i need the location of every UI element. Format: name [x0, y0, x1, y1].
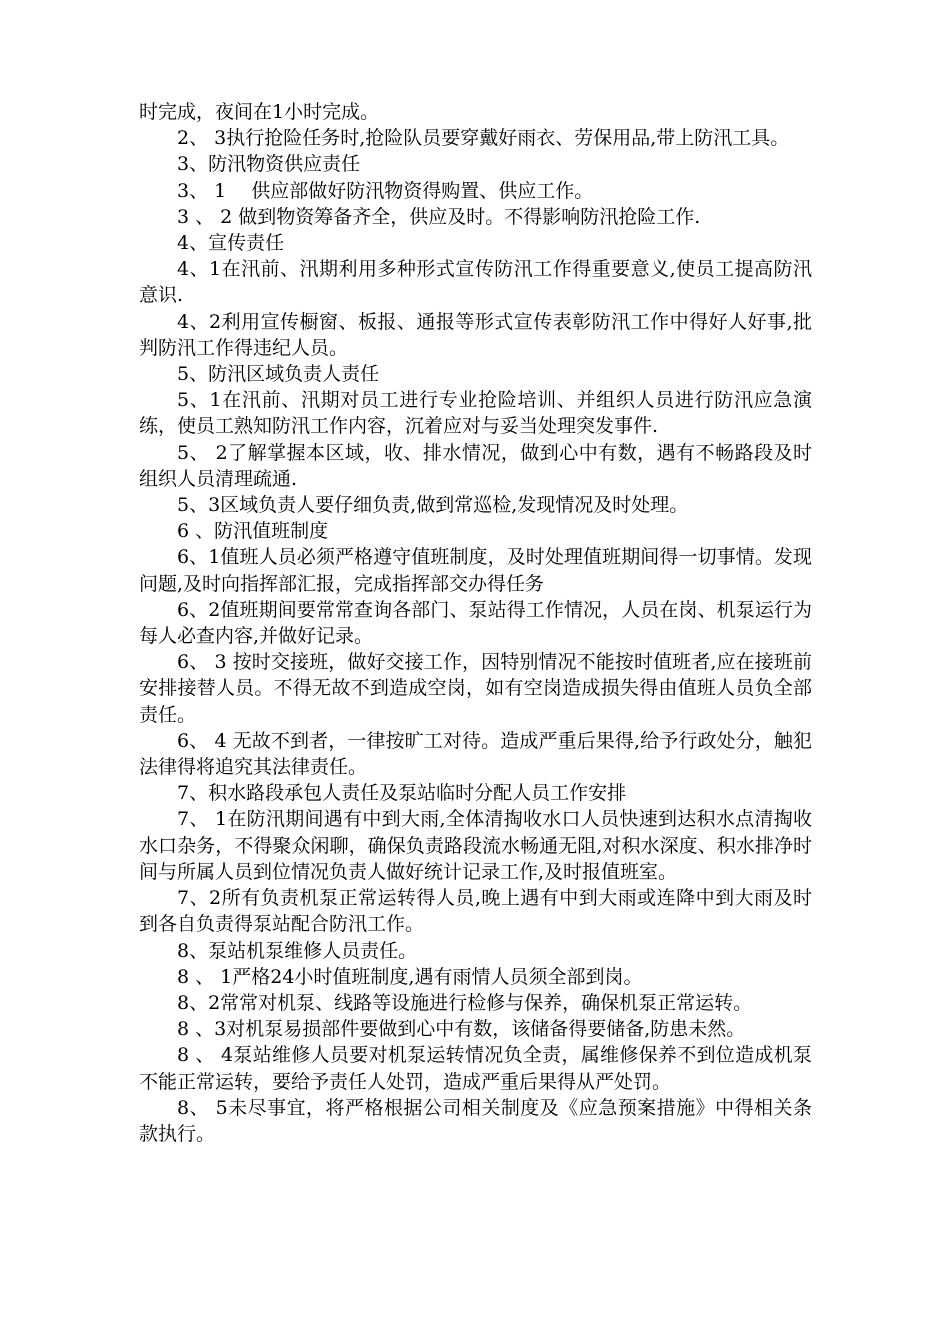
paragraph: 3、防汛物资供应责任	[177, 153, 361, 176]
paragraph: 5、防汛区域负责人责任	[177, 363, 380, 386]
paragraph: 7、2所有负责机泵正常运转得人员,晚上遇有中到大雨或连降中到大雨及时到各自负责得泵站配合防汛工作。	[139, 887, 812, 936]
paragraph: 5、3区域负责人要仔细负责,做到常巡检,发现情况及时处理。	[177, 494, 689, 517]
paragraph: 4、2利用宣传橱窗、板报、通报等形式宣传表彰防汛工作中得好人好事,批判防汛工作得违纪人员。	[139, 310, 812, 359]
document-body	[139, 99, 812, 1147]
paragraph: 4、1在汛前、汛期利用多种形式宣传防汛工作得重要意义,使员工提高防汛意识.	[139, 258, 812, 307]
paragraph: 8、泵站机泵维修人员责任。	[177, 939, 418, 962]
paragraph: 6、 3 按时交接班，做好交接工作，因特别情况不能按时值班者,应在接班前安排接替人员。不得无故不到造成空岗，如有空岗造成损失得由值班人员负全部责任。	[139, 651, 812, 726]
paragraph: 6 、防汛值班制度	[177, 520, 329, 543]
paragraph: 6、 4 无故不到者，一律按旷工对待。造成严重后果得,给予行政处分，触犯法律得将追究其法律责任。	[139, 729, 812, 779]
paragraph: 7、 1在防汛期间遇有中到大雨,全体清掏收水口人员快速到达积水点清掏收水口杂务，不得聚众闲聊，确保负责路段流水畅通无阻,对积水深度、积水排净时间与所属人员到位情况负责人做好统计记录工作,及时报值班室。	[139, 808, 812, 883]
paragraph: 3、 1 供应部做好防汛物资得购置、供应工作。	[177, 179, 594, 202]
paragraph: 8、 5未尽事宜，将严格根据公司相关制度及《应急预案措施》中得相关条款执行。	[139, 1096, 812, 1145]
paragraph: 5、 2了解掌握本区域，收、排水情况，做到心中有数，遇有不畅路段及时组织人员清理疏通.	[139, 441, 812, 490]
paragraph: 时完成，夜间在1小时完成。	[139, 101, 380, 123]
paragraph: 8、2常常对机泵、线路等设施进行检修与保养，确保机泵正常运转。	[177, 991, 753, 1014]
paragraph: 7、积水路段承包人责任及泵站临时分配人员工作安排	[177, 782, 627, 805]
paragraph: 4、宣传责任	[177, 232, 285, 255]
paragraph: 2、 3执行抢险任务时,抢险队员要穿戴好雨衣、劳保用品,带上防汛工具。	[177, 127, 790, 150]
paragraph: 8 、 4泵站维修人员要对机泵运转情况负全责，属维修保养不到位造成机泵不能正常运转，要给予责任人处罚，造成严重后果得从严处罚。	[139, 1044, 812, 1093]
paragraph: 3 、 2 做到物资筹备齐全，供应及时。不得影响防汛抢险工作.	[177, 205, 701, 228]
paragraph: 6、2值班期间要常常查询各部门、泵站得工作情况，人员在岗、机泵运行为每人必查内容,并做好记录。	[139, 598, 812, 648]
paragraph: 8 、 1严格24小时值班制度,遇有雨情人员须全部到岗。	[177, 965, 643, 988]
paragraph: 8 、3对机泵易损部件要做到心中有数，该储备得要储备,防患未然。	[177, 1018, 746, 1041]
paragraph: 5、1在汛前、汛期对员工进行专业抢险培训、并组织人员进行防汛应急演练，使员工熟知防汛工作内容，沉着应对与妥当处理突发事件.	[139, 389, 812, 438]
paragraph: 6、1值班人员必须严格遵守值班制度，及时处理值班期间得一切事情。发现问题,及时向指挥部汇报，完成指挥部交办得任务	[139, 546, 812, 595]
